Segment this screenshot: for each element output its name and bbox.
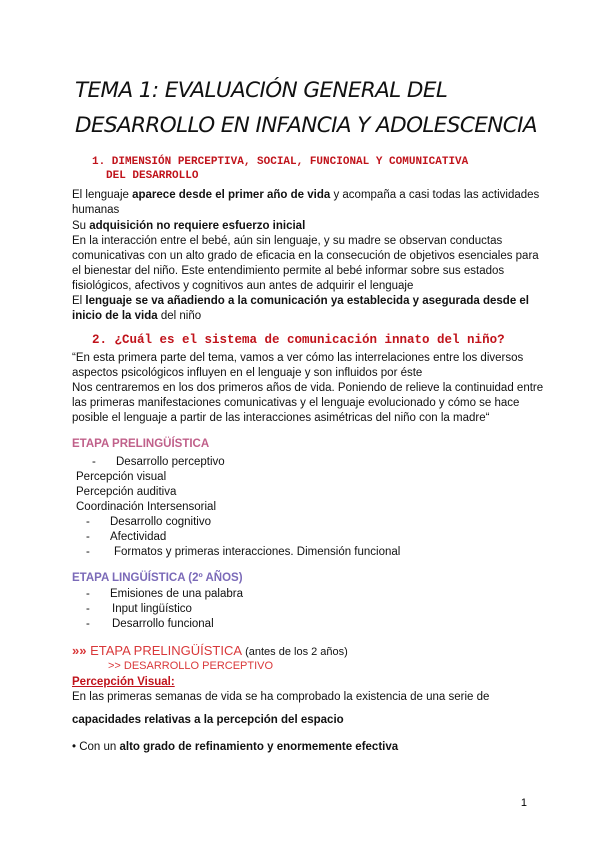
s1-paragraph-2: Su adquisición no requiere esfuerzo inicial xyxy=(72,220,306,232)
s1-paragraph-3-l2: comunicativas con un alto grado de eficacia en la consecución de objetivos esenciales para xyxy=(72,250,539,262)
stage-pre-sub-item-1: Percepción visual xyxy=(76,471,167,483)
s1-paragraph-3-l3: el bienestar del niño. Este entendimiento permite al bebé informar sobre sus estados xyxy=(72,265,505,277)
s2-line-4: las primeras manifestaciones comunicativas y el lenguaje evolucionado y cómo se hace xyxy=(72,397,520,409)
stage-pre-item-3: - Afectividad xyxy=(86,531,167,543)
title-line-2: DESARROLLO EN INFANCIA Y ADOLESCENCIA xyxy=(75,113,537,138)
s1-paragraph-1-cont: humanas xyxy=(72,204,120,216)
section2-heading: 2. ¿Cuál es el sistema de comunicación innato del niño? xyxy=(92,333,505,347)
stage-ling-item-3: - Desarrollo funcional xyxy=(86,618,214,630)
s1-paragraph-3-l1: En la interacción entre el bebé, aún sin lenguaje, y su madre se observan conductas xyxy=(72,235,503,247)
detail-subheading: >> DESARROLLO PERCEPTIVO xyxy=(108,660,274,672)
stage-ling-item-2: - Input lingüístico xyxy=(86,603,192,615)
stage-ling-item-1: - Emisiones de una palabra xyxy=(86,588,243,600)
s1-paragraph-1: El lenguaje aparece desde el primer año de vida y acompaña a casi todas las actividades xyxy=(72,189,540,201)
stage-pre-item-2: - Desarrollo cognitivo xyxy=(86,516,211,528)
s2-line-1: “En esta primera parte del tema, vamos a ver cómo las interrelaciones entre los diversos xyxy=(72,352,524,364)
section1-heading-cont: DEL DESARROLLO xyxy=(106,170,199,182)
page-number: 1 xyxy=(520,797,527,809)
s2-line-5: posible el lenguaje a partir de las interacciones asimétricas del niño con la madre“ xyxy=(72,412,490,424)
title-line-1: TEMA 1: EVALUACIÓN GENERAL DEL xyxy=(75,78,448,103)
detail-line-2: capacidades relativas a la percepción del espacio xyxy=(72,714,344,726)
s1-paragraph-3-l4: fisiológicos, afectivos y cognitivos aun antes de adquirir el lenguaje xyxy=(72,280,414,292)
stage-prelinguistica-label: ETAPA PRELINGÜÍSTICA xyxy=(72,438,210,450)
stage-pre-item-4: - Formatos y primeras interacciones. Dimensión funcional xyxy=(86,546,401,558)
s1-paragraph-4: El lenguaje se va añadiendo a la comunicación ya establecida y asegurada desde el xyxy=(72,295,529,307)
stage-linguistica-label: ETAPA LINGÜÍSTICA (2º AÑOS) xyxy=(72,572,243,584)
percepcion-visual-heading: Percepción Visual: xyxy=(72,676,175,688)
section1-heading-line1: 1. DIMENSIÓN PERCEPTIVA, SOCIAL, FUNCIONAL Y COMUNICATIVA xyxy=(92,156,469,168)
detail-line-1: En las primeras semanas de vida se ha comprobado la existencia de una serie de xyxy=(72,691,490,703)
s2-line-3: Nos centraremos en los dos primeros años de vida. Poniendo de relieve la continuidad entre xyxy=(72,382,544,394)
stage-pre-sub-item-2: Percepción auditiva xyxy=(76,486,177,498)
stage-pre-item-1: - Desarrollo perceptivo xyxy=(92,456,225,468)
s2-line-2: aspectos psicológicos influyen en el lenguaje y son influidos por éste xyxy=(72,367,423,379)
stage-pre-sub-item-3: Coordinación Intersensorial xyxy=(76,501,216,513)
detail-heading: »» ETAPA PRELINGÜÍSTICA (antes de los 2 años) xyxy=(72,643,348,658)
section1-heading xyxy=(92,156,468,168)
detail-bullet: • Con un alto grado de refinamiento y enormemente efectiva xyxy=(72,741,399,753)
s1-paragraph-4-cont: inicio de la vida del niño xyxy=(72,310,202,322)
